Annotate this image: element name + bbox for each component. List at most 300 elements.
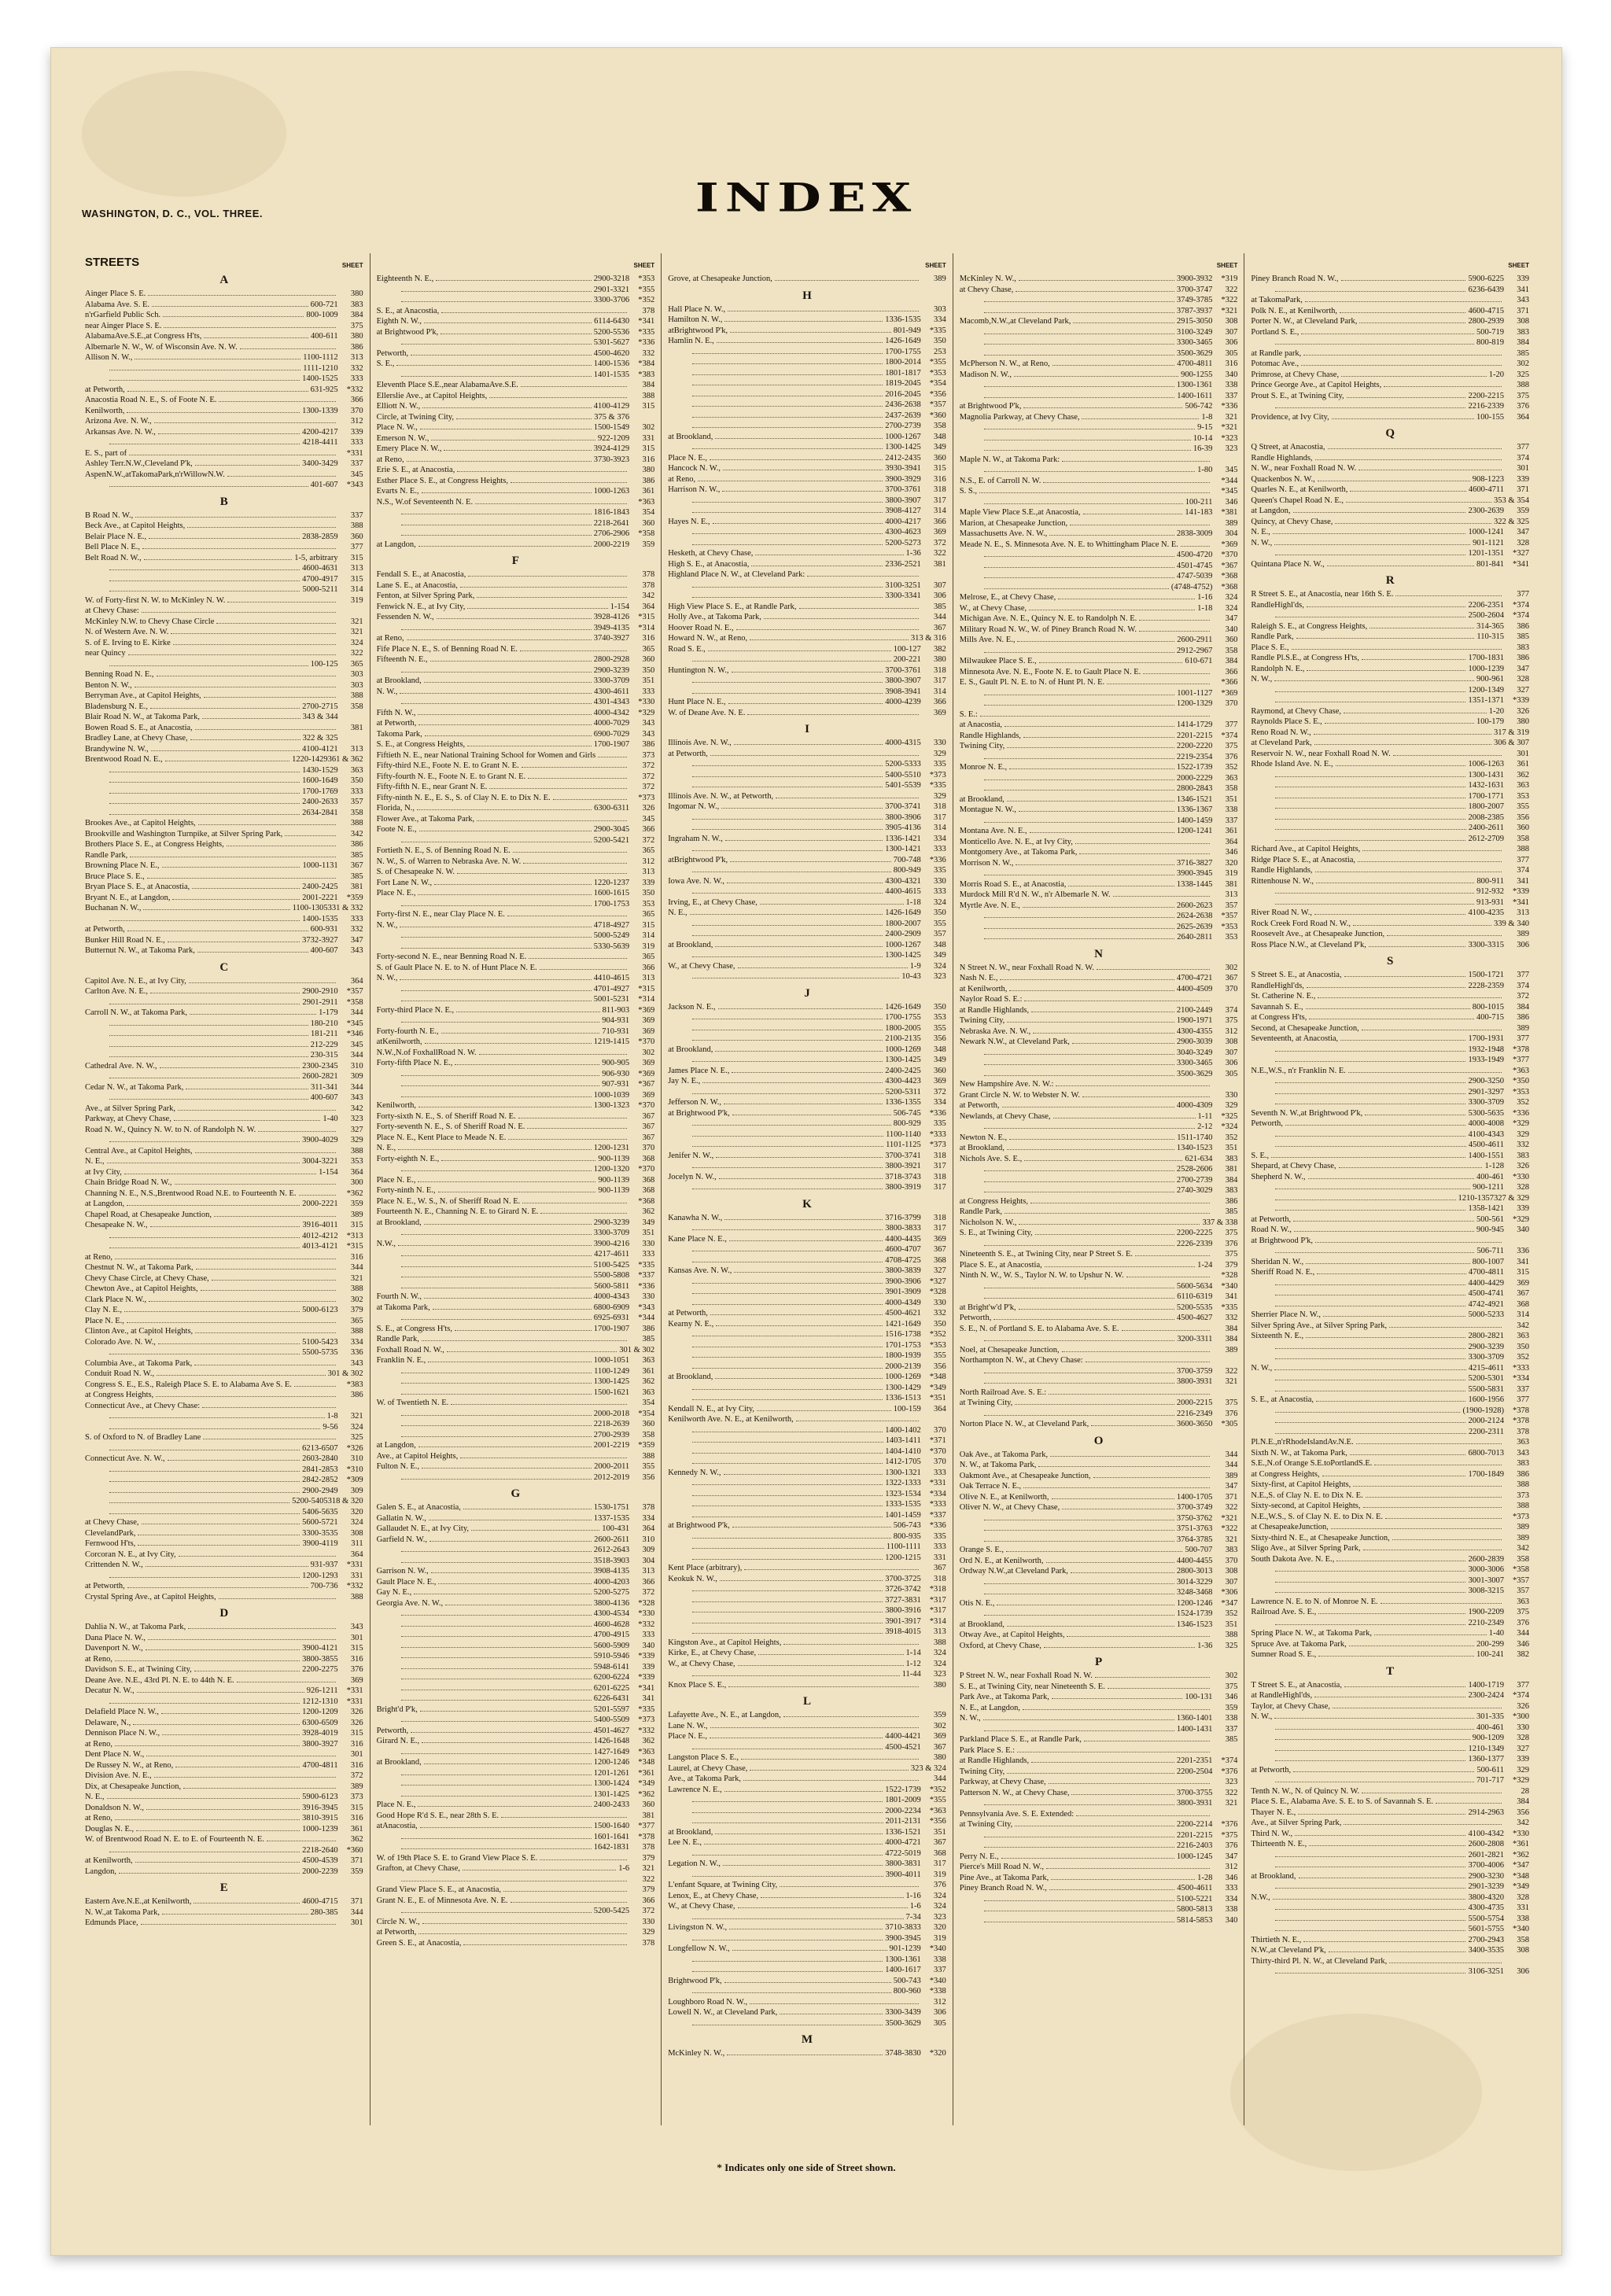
house-number-range: 1530-1751 <box>593 1503 630 1512</box>
index-entry <box>377 750 655 761</box>
index-entry <box>377 782 655 793</box>
index-entry <box>960 890 1238 901</box>
sheet-number: 359 <box>350 1867 363 1876</box>
index-entry <box>960 1048 1238 1059</box>
index-entry <box>1251 897 1529 908</box>
leader-dots <box>521 386 627 387</box>
index-entry <box>377 687 655 698</box>
house-number-range: 1200-1246 <box>1176 1598 1213 1608</box>
index-entry <box>960 1862 1238 1873</box>
index-entry <box>377 1196 655 1207</box>
index-entry <box>377 920 655 931</box>
house-number-range: 701-717 <box>1476 1776 1504 1785</box>
sheet-number: *335 <box>638 1704 655 1714</box>
sheet-number: 347 <box>1517 528 1529 536</box>
street-name: at Anacostia, <box>959 720 1003 729</box>
sheet-number: 330 <box>642 1239 655 1248</box>
index-entry <box>960 1713 1238 1724</box>
index-entry <box>668 1976 946 1987</box>
house-number-range: 4600-4707 <box>885 1245 921 1254</box>
sheet-number: 301 <box>1517 749 1529 758</box>
leader-dots <box>724 321 883 322</box>
leader-dots <box>692 502 883 503</box>
index-entry <box>960 741 1238 752</box>
house-number-range: 1300-1429 <box>885 1383 921 1392</box>
leader-dots <box>984 471 1195 472</box>
leader-dots <box>1275 1856 1465 1857</box>
sheet-number: *325 <box>1221 1111 1238 1121</box>
house-number-range: 631-925 <box>310 385 338 394</box>
street-name: Clark Place N. W., <box>85 1295 147 1304</box>
house-number-range: 1642-1831 <box>593 1843 630 1852</box>
sheet-number: 388 <box>350 819 363 827</box>
leader-dots <box>692 1357 883 1358</box>
house-number-range: 1800-2005 <box>885 1023 921 1033</box>
index-entry <box>960 327 1238 338</box>
index-entry <box>85 1771 363 1782</box>
leader-dots <box>1353 1486 1502 1487</box>
house-number-range: 1400-1611 <box>1177 391 1213 400</box>
index-entry <box>668 1213 946 1224</box>
index-entry <box>960 1111 1238 1122</box>
index-entry <box>1251 1321 1529 1332</box>
sheet-number: *333 <box>929 1500 946 1509</box>
index-entry <box>377 973 655 984</box>
sheet-number: *359 <box>346 893 363 902</box>
street-name: Murdock Mill R'd N. W., n'r Albemarle N. W. <box>959 890 1111 899</box>
index-entry <box>85 1856 363 1867</box>
sheet-number: 365 <box>350 659 363 669</box>
street-name: Myrtle Ave. N. E., <box>959 901 1020 910</box>
index-entry <box>377 1917 655 1928</box>
index-entry <box>1251 643 1529 654</box>
street-name: Corcoran N. E., at Ivy City, <box>85 1550 176 1559</box>
sheet-number: 314 <box>350 585 363 594</box>
sheet-number: 330 <box>642 1292 655 1301</box>
sheet-number: 334 <box>934 315 946 324</box>
house-number-range: 1000-1267 <box>885 940 921 949</box>
leader-dots <box>1344 1824 1502 1825</box>
index-entry <box>668 1223 946 1234</box>
section-letter: C <box>219 960 229 974</box>
house-number-range: 4100-4121 <box>302 744 338 754</box>
index-entry <box>85 532 363 543</box>
house-number-range: 801-841 <box>1476 559 1504 569</box>
leader-dots <box>750 2003 919 2004</box>
sheet-number: 372 <box>934 1087 946 1096</box>
house-number-range: 3100-3251 <box>885 580 921 590</box>
sheet-number: 388 <box>1517 381 1529 389</box>
house-number-range: 2012-2019 <box>593 1472 630 1482</box>
house-number-range: 4600-4628 <box>593 1620 630 1629</box>
sheet-number: 356 <box>1517 813 1529 822</box>
sheet-number: 324 <box>934 1902 946 1911</box>
house-number-range: 5200-5425 <box>593 1907 630 1915</box>
index-entry <box>668 442 946 453</box>
index-entry <box>1251 1765 1529 1776</box>
house-number-range: 2800-3013 <box>1176 1567 1213 1576</box>
sheet-number: *340 <box>929 1976 946 1985</box>
leader-dots <box>984 1900 1174 1901</box>
street-name: Circle N. W., <box>376 1917 420 1926</box>
sheet-number: 384 <box>1517 1797 1529 1806</box>
sheet-number: 374 <box>1517 453 1529 463</box>
house-number-range: 3749-3785 <box>1176 296 1213 304</box>
street-name: at Reno, <box>85 1654 112 1664</box>
street-name: North Railroad Ave. S. E.: <box>959 1388 1047 1397</box>
index-entry <box>960 1355 1238 1366</box>
sheet-number: 388 <box>934 1638 946 1647</box>
sheet-number: 358 <box>642 1430 655 1439</box>
index-entry <box>1251 348 1529 359</box>
sheet-number: 348 <box>934 432 946 441</box>
street-name: Ashley Terr.N.W.,Cleveland P'k, <box>85 459 193 468</box>
house-number-range: 2200-2311 <box>1468 1427 1504 1436</box>
leader-dots <box>147 878 336 879</box>
leader-dots <box>204 337 308 338</box>
sheet-number: 380 <box>934 655 946 664</box>
index-entry <box>960 1620 1238 1631</box>
sheet-number: 302 <box>350 1295 363 1304</box>
index-entry <box>1251 865 1529 876</box>
house-number-range: 3901-3909 <box>885 1288 921 1296</box>
sheet-number: 326 <box>350 1708 363 1716</box>
sheet-number: 369 <box>934 1077 946 1085</box>
index-entry <box>960 858 1238 869</box>
house-number-range: 3700-3761 <box>885 665 921 675</box>
index-entry <box>668 368 946 379</box>
street-name: Chapel Road, at Chesapeake Junction, <box>85 1210 212 1219</box>
sheet-number: 349 <box>934 443 946 451</box>
index-entry <box>1251 1416 1529 1427</box>
sheet-number: 338 <box>1225 1714 1238 1723</box>
sheet-number: *376 <box>1221 1820 1238 1829</box>
house-number-range: 4000-4315 <box>885 739 921 747</box>
index-entry <box>85 861 363 872</box>
leader-dots <box>149 1301 335 1302</box>
house-number-range: 4000-4008 <box>1468 1119 1504 1128</box>
leader-dots <box>734 1272 883 1273</box>
sheet-number: 359 <box>642 540 655 549</box>
leader-dots <box>401 1796 592 1797</box>
sheet-number: 340 <box>1225 1915 1238 1925</box>
index-entry <box>377 1715 655 1726</box>
house-number-range: 3300-3706 <box>593 296 630 304</box>
street-name: at Brookland, <box>376 1758 422 1767</box>
sheet-number: 386 <box>1225 1196 1238 1206</box>
sheet-number: *339 <box>638 1652 655 1660</box>
index-entry <box>668 1308 946 1319</box>
index-entry <box>960 656 1238 667</box>
index-entry <box>85 331 363 342</box>
sheet-number: 318 <box>934 802 946 811</box>
sheet-number: *373 <box>638 793 655 802</box>
sheet-number: 364 <box>350 1167 363 1177</box>
index-entry <box>85 1189 363 1200</box>
street-name: Hall Place N. W., <box>668 304 726 314</box>
street-name: Fort Lane N. W., <box>376 878 433 887</box>
sheet-number: 314 <box>934 507 946 515</box>
leader-dots <box>1275 1930 1465 1931</box>
index-entry <box>1251 274 1529 285</box>
index-entry <box>668 1447 946 1458</box>
street-name: Arkansas Ave. N. W., <box>85 427 156 437</box>
sheet-number: *340 <box>1512 1925 1529 1933</box>
house-number-range: 1426-1649 <box>885 1002 921 1012</box>
street-name: Spruce Ave. at Takoma Park, <box>1251 1639 1347 1649</box>
index-entry <box>85 1231 363 1242</box>
index-entry <box>960 1154 1238 1165</box>
index-entry <box>1251 738 1529 749</box>
index-entry <box>377 1228 655 1239</box>
street-name: Ave., at Silver Spring Park, <box>1251 1819 1342 1827</box>
index-entry <box>960 1641 1238 1652</box>
house-number-range: 3800-3831 <box>885 1859 921 1868</box>
sheet-number: 380 <box>934 1753 946 1762</box>
index-entry <box>668 697 946 708</box>
leader-dots <box>164 327 335 328</box>
house-number-range: 6800-7013 <box>1468 1448 1504 1458</box>
index-entry <box>1251 780 1529 791</box>
sheet-number: 352 <box>1225 1133 1238 1142</box>
leader-dots <box>219 1598 336 1599</box>
house-number-range: 100-241 <box>1476 1650 1504 1659</box>
index-entry <box>377 507 655 518</box>
index-entry <box>960 1207 1238 1218</box>
index-entry <box>668 1922 946 1933</box>
index-entry <box>668 304 946 315</box>
index-entry <box>960 1502 1238 1513</box>
street-name: Kanawha N. W., <box>668 1213 723 1222</box>
house-number-range: 3518-3903 <box>593 1556 630 1565</box>
house-number-range: 1336-1421 <box>885 834 921 843</box>
index-entry <box>960 444 1238 455</box>
sheet-number: 338 <box>1517 1914 1529 1923</box>
leader-dots <box>401 291 592 292</box>
section-letter: I <box>805 723 809 735</box>
street-name: S. of Gault Place N. E. to N. of Hunt Place N. E. <box>376 963 537 972</box>
sheet-number: *333 <box>929 1130 946 1139</box>
sheet-number: 336 <box>1517 1247 1529 1255</box>
street-name: N.S., W.of Seventeenth N. E. <box>376 497 474 507</box>
sheet-number: 327 <box>1517 685 1529 695</box>
index-entry <box>85 648 363 659</box>
index-entry <box>960 476 1238 487</box>
index-entry <box>85 1581 363 1592</box>
index-entry <box>1251 1151 1529 1162</box>
leader-dots <box>109 814 300 815</box>
street-name: N.W., <box>1251 1892 1270 1902</box>
sheet-number: *321 <box>1221 306 1238 315</box>
index-entry <box>85 1792 363 1803</box>
index-entry <box>1251 1680 1529 1691</box>
index-column <box>953 253 1244 2125</box>
index-entry <box>960 507 1238 518</box>
street-name: at Petworth, <box>668 1309 708 1318</box>
leader-dots <box>1275 1571 1465 1572</box>
house-number-range: 1219-1415 <box>593 1037 630 1046</box>
sheet-number: 389 <box>1517 930 1529 938</box>
index-entry <box>1251 991 1529 1002</box>
house-number-range: 506-742 <box>1185 402 1213 411</box>
leader-dots <box>747 714 918 715</box>
leader-dots <box>1275 1888 1465 1889</box>
house-number-range: 10-43 <box>901 972 921 981</box>
index-entry <box>668 1298 946 1309</box>
leader-dots <box>540 1213 627 1214</box>
index-entry <box>377 1896 655 1907</box>
index-entry <box>85 839 363 850</box>
leader-dots <box>1005 1213 1210 1214</box>
index-entry <box>668 1372 946 1383</box>
sheet-number: 359 <box>1225 1703 1238 1712</box>
sheet-number: 375 <box>1225 1682 1238 1691</box>
sheet-number: *343 <box>346 481 363 489</box>
house-number-range: 3700-3749 <box>1176 1503 1213 1512</box>
index-entry <box>377 942 655 953</box>
index-entry <box>85 1082 363 1093</box>
leader-dots <box>692 682 883 683</box>
sheet-number: 326 <box>642 804 655 813</box>
sheet-number: 322 <box>934 549 946 558</box>
sheet-number: *362 <box>346 1189 363 1198</box>
index-entry <box>85 1845 363 1856</box>
sheet-number: *341 <box>638 317 655 326</box>
sheet-number: 316 <box>350 1739 363 1749</box>
street-name: at Reno, <box>376 634 404 643</box>
index-entry <box>960 486 1238 497</box>
sheet-number: *327 <box>1512 549 1529 558</box>
leader-dots <box>1135 1255 1210 1256</box>
sheet-number: *377 <box>1512 1056 1529 1064</box>
index-entry <box>85 342 363 353</box>
leader-dots <box>1392 1539 1502 1540</box>
index-entry <box>85 1643 363 1654</box>
index-entry <box>1251 1808 1529 1819</box>
house-number-range: 1300-1425 <box>885 443 921 451</box>
leader-dots <box>1006 1551 1182 1552</box>
sheet-number: *300 <box>1512 1712 1529 1721</box>
street-name: Forty-fifth Place N. E., <box>376 1059 453 1067</box>
house-number-range: 1700-1907 <box>593 1324 630 1333</box>
sheet-number: 356 <box>934 1362 946 1371</box>
street-name: Eighteenth N. E., <box>376 275 434 283</box>
street-name: N. W., <box>1251 675 1273 684</box>
sheet-number: 327 & 329 <box>1494 1193 1529 1203</box>
sheet-number: *336 <box>638 1281 655 1291</box>
house-number-range: 3500-3629 <box>1176 348 1213 358</box>
sheet-number: 319 <box>934 1870 946 1879</box>
leader-dots <box>109 1703 300 1704</box>
index-entry <box>960 1734 1238 1745</box>
leader-dots <box>471 1530 599 1531</box>
sheet-number: *374 <box>1221 731 1238 740</box>
street-name: Forty-eighth N. E., <box>376 1154 440 1163</box>
sheet-number: 367 <box>350 861 363 870</box>
house-number-range: 5301-5627 <box>593 338 630 347</box>
page-header <box>79 165 1534 236</box>
leader-dots <box>1275 1146 1465 1147</box>
street-name: Raynolds Place S. E., <box>1251 717 1322 726</box>
street-name: Military Road N. W., W. of Piney Branch Road N. W. <box>959 625 1137 634</box>
sheet-number: 380 <box>350 332 363 341</box>
leader-dots <box>1016 291 1174 292</box>
index-entry <box>668 315 946 326</box>
house-number-range: 1426-1648 <box>593 1737 630 1745</box>
sheet-number: 384 <box>1225 657 1238 665</box>
house-number-range: 5600-5909 <box>593 1641 630 1650</box>
index-entry <box>1251 380 1529 391</box>
index-entry <box>960 1218 1238 1229</box>
leader-dots <box>1035 1234 1174 1235</box>
leader-dots <box>489 788 627 789</box>
index-entry <box>1251 1945 1529 1956</box>
index-entry <box>377 729 655 740</box>
index-entry <box>85 1664 363 1675</box>
house-number-range: 5200-5275 <box>593 1588 630 1597</box>
leader-dots <box>1389 1327 1502 1328</box>
street-name: Douglas N. E., <box>85 1824 135 1833</box>
house-number-range: 2300-2424 <box>1468 1691 1504 1700</box>
house-number-range: 1522-1739 <box>885 1785 921 1794</box>
leader-dots <box>984 938 1174 939</box>
index-entry <box>960 1852 1238 1863</box>
street-name: W. of Brentwood Road N. E. to E. of Fourteenth N. E. <box>85 1835 264 1844</box>
section-letter: D <box>219 1607 229 1620</box>
street-name: Galen S. E., at Anacostia, <box>376 1503 461 1512</box>
street-name: Sixth N. W., at Takoma Park, <box>1251 1448 1347 1458</box>
index-entry <box>960 1545 1238 1556</box>
leader-dots <box>437 618 592 619</box>
index-entry <box>377 465 655 476</box>
sheet-number: 347 <box>1517 664 1529 673</box>
sheet-number: *336 <box>1512 1108 1529 1118</box>
index-entry <box>85 553 363 564</box>
house-number-range: 1220-1237 <box>593 878 630 887</box>
street-name: Second, at Chesapeake Junction, <box>1251 1023 1359 1033</box>
sheet-number: 370 <box>1225 984 1238 993</box>
sheet-number: *339 <box>638 1673 655 1682</box>
house-number-range: 1360-1377 <box>1468 1755 1504 1763</box>
sheet-number: 334 <box>1225 1894 1238 1904</box>
street-name: Takoma Park, <box>376 729 422 739</box>
sheet-number: 322 <box>1225 1788 1238 1797</box>
leader-dots <box>1298 1814 1465 1815</box>
index-entry <box>960 1313 1238 1324</box>
leader-dots <box>1097 969 1210 970</box>
index-entry <box>377 1409 655 1420</box>
sheet-number: 310 <box>642 1535 655 1544</box>
leader-dots <box>1329 1951 1466 1952</box>
leader-dots <box>984 917 1174 918</box>
street-name: Arizona Ave. N. W., <box>85 417 152 426</box>
street-name: Eighth N. W., <box>376 317 422 326</box>
leader-dots <box>401 1647 592 1648</box>
index-entry <box>668 538 946 549</box>
street-name: Place N. E., <box>376 1175 416 1185</box>
house-number-range: 2201-2215 <box>1176 1830 1213 1840</box>
house-number-range: 2528-2606 <box>1176 1165 1213 1174</box>
sheet-number: 324 <box>934 1659 946 1668</box>
sheet-number: 385 <box>934 602 946 611</box>
leader-dots <box>1014 376 1178 377</box>
leader-dots <box>401 1838 592 1839</box>
sheet-number: 389 <box>1517 1533 1529 1542</box>
sheet-number: 362 <box>642 1737 655 1745</box>
house-number-range: 6300-6311 <box>594 804 630 813</box>
leader-dots <box>401 1096 592 1097</box>
index-entry <box>377 1079 655 1090</box>
